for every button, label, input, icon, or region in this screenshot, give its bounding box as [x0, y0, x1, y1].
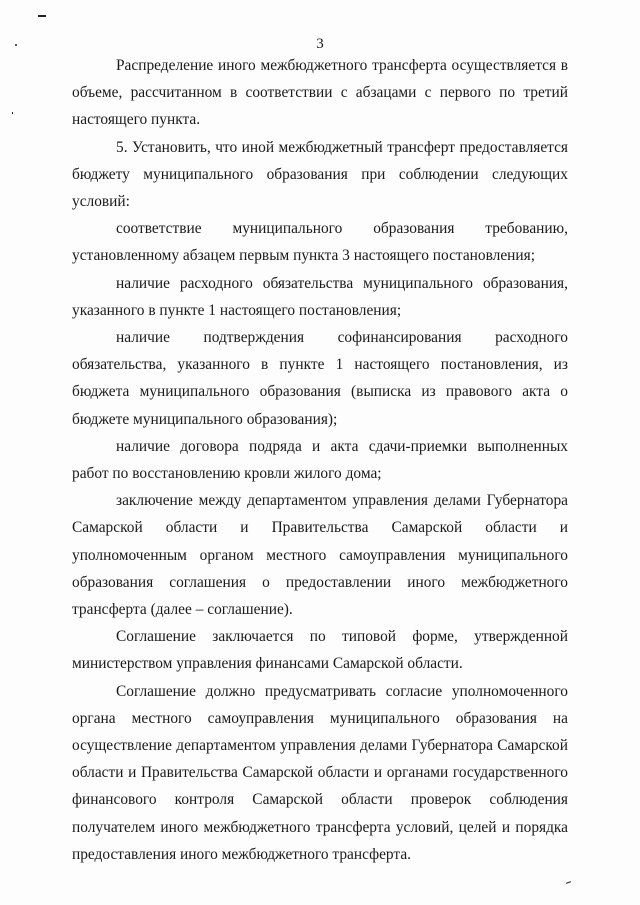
paragraph-agreement-consent: Соглашение должно предусматривать согласие уполномоченного органа местного самоуправления муниципального образования на осуществление департаментом управления делами Губернатора Самарской области и Правительства Самарской области и органами государственного финансового контроля Самарской области проверок соблюдения получателем иного межбюджетного трансферта условий, целей и порядка предоставления иного межбюджетного трансферта. [72, 682, 568, 863]
page-number: 3 [316, 36, 324, 52]
condition-agreement: заключение между департаментом управления делами Губернатора Самарской области и Правительства Самарской области и уполномоченным органом местного самоуправления муниципального образования соглашения о предоставлении иного межбюджетного трансферта (далее – соглашение). [72, 492, 568, 619]
scan-artifact [38, 15, 46, 17]
document-body [72, 52, 568, 868]
condition-obligation: наличие расходного обязательства муниципального образования, указанного в пункте 1 настоящего постановления; [72, 274, 568, 319]
condition-contract: наличие договора подряда и акта сдачи-приемки выполненных работ по восстановлению кровли жилого дома; [72, 437, 568, 483]
condition-cofinancing: наличие подтверждения софинансирования расходного обязательства, указанного в пункте 1 настоящего постановления, из бюджета муниципального образования (выписка из правового акта о бюджете муниципального образования); [72, 329, 568, 428]
scan-artifact [566, 881, 571, 884]
condition-compliance: соответствие муниципального образования требованию, установленному абзацем первым пункта 3 настоящего постановления; [72, 220, 568, 265]
scan-artifact [12, 112, 13, 114]
paragraph-item-5: 5. Установить, что иной межбюджетный трансферт предоставляется бюджету муниципального образования при соблюдении следующих условий: [72, 138, 568, 211]
paragraph-distribution: Распределение иного межбюджетного трансферта осуществляется в объеме, рассчитанном в соответствии с абзацами с первого по третий настоящего пункта. [72, 57, 568, 129]
paragraph-agreement-form: Соглашение заключается по типовой форме, утвержденной министерством управления финансами Самарской области. [72, 628, 568, 673]
